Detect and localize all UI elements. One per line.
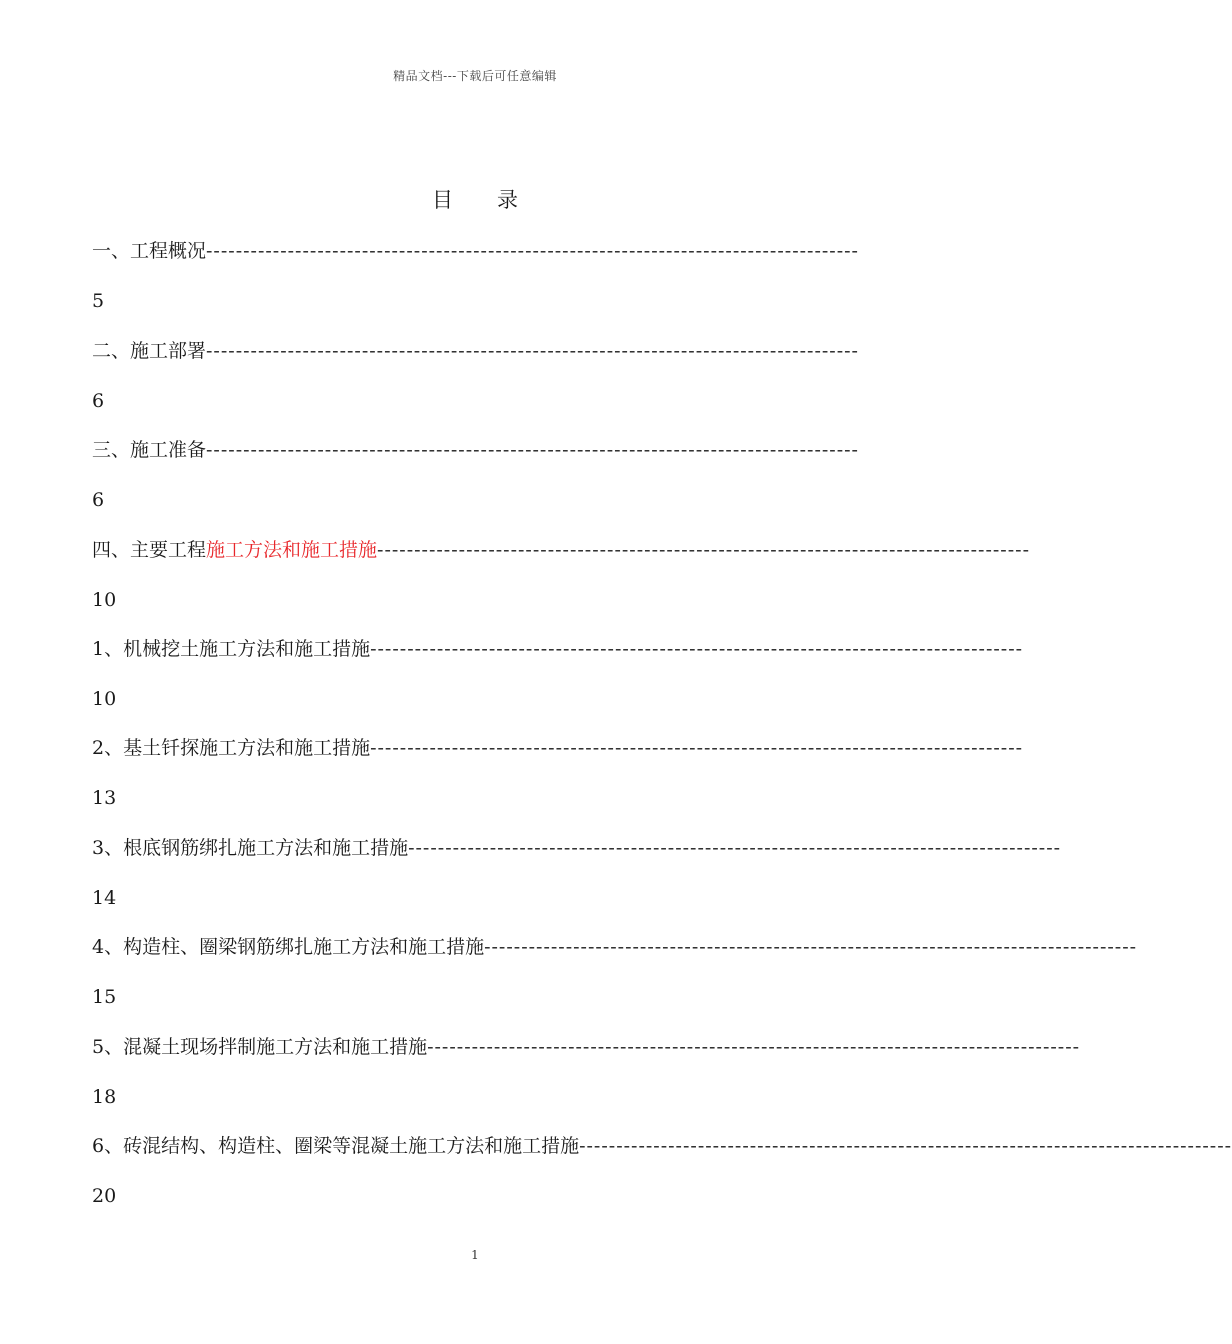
toc-leader: ---------------------------------------------------------------------------------------- xyxy=(370,638,1024,660)
toc-leader: ---------------------------------------------------------------------------------------- xyxy=(206,340,859,362)
toc-leader: ---------------------------------------------------------------------------------------- xyxy=(579,1135,1232,1157)
page-footer-number: 1 xyxy=(471,1248,479,1262)
toc-title-part1: 目 xyxy=(432,188,453,212)
toc-page-number: 13 xyxy=(92,787,117,809)
toc-entry-label: 4、构造柱、圈梁钢筋绑扎施工方法和施工措施 xyxy=(92,936,485,958)
toc-leader: ---------------------------------------------------------------------------------------- xyxy=(206,240,859,262)
toc-page-number: 20 xyxy=(92,1185,117,1207)
toc-entry-label-highlight: 施工方法和施工措施 xyxy=(206,539,378,561)
toc-entry-label: 1、机械挖土施工方法和施工措施 xyxy=(92,638,371,660)
toc-entry-label: 二、施工部署 xyxy=(92,340,207,362)
toc-entry-label: 一、工程概况 xyxy=(92,240,207,262)
toc-leader: ---------------------------------------------------------------------------------------- xyxy=(206,439,859,461)
toc-page-number: 10 xyxy=(92,688,117,710)
toc-page-number: 6 xyxy=(92,390,105,412)
toc-entry-label: 6、砖混结构、构造柱、圈梁等混凝土施工方法和施工措施 xyxy=(92,1135,580,1157)
page-header: 精品文档---下载后可任意编辑 xyxy=(393,69,557,83)
toc-title-part2: 录 xyxy=(497,188,518,212)
toc-title xyxy=(0,184,950,214)
toc-page-number: 15 xyxy=(92,986,117,1008)
toc-leader: ---------------------------------------------------------------------------------------- xyxy=(427,1036,1081,1058)
toc-leader: ---------------------------------------------------------------------------------------- xyxy=(370,737,1024,759)
toc-entry-label: 四、主要工程 xyxy=(92,539,207,561)
toc-leader: ---------------------------------------------------------------------------------------- xyxy=(377,539,1030,561)
toc-entry-label: 3、根底钢筋绑扎施工方法和施工措施 xyxy=(92,837,409,859)
toc-page-number: 6 xyxy=(92,489,105,511)
toc-page-number: 10 xyxy=(92,589,117,611)
toc-page-number: 5 xyxy=(92,290,105,312)
toc-entry-label: 三、施工准备 xyxy=(92,439,207,461)
toc-leader: ---------------------------------------------------------------------------------------- xyxy=(408,837,1062,859)
toc-page-number: 14 xyxy=(92,887,117,909)
toc-entry-label: 5、混凝土现场拌制施工方法和施工措施 xyxy=(92,1036,428,1058)
toc-page-number: 18 xyxy=(92,1086,117,1108)
toc-leader: ---------------------------------------------------------------------------------------- xyxy=(484,936,1138,958)
toc-entry-label: 2、基土钎探施工方法和施工措施 xyxy=(92,737,371,759)
